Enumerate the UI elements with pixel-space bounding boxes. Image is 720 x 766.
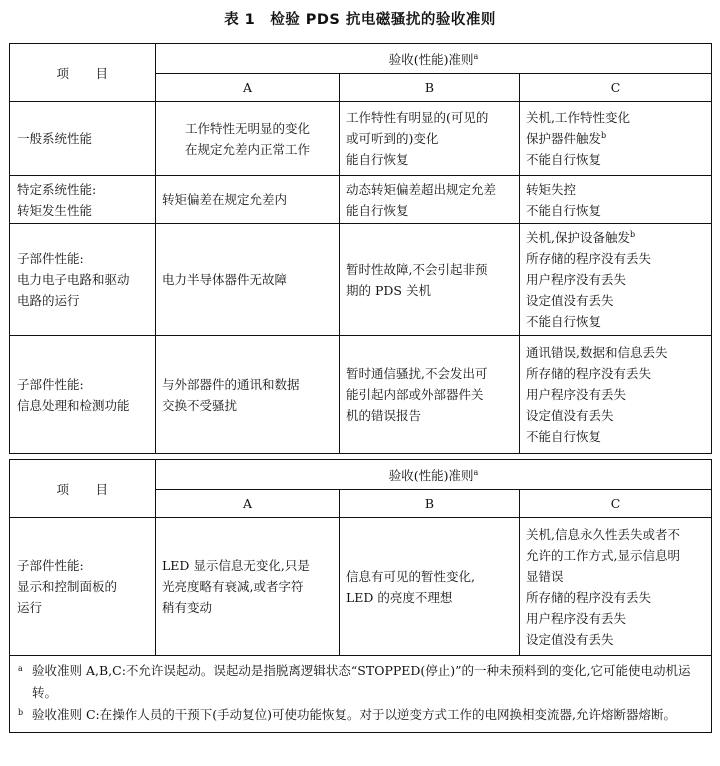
table-row: [10, 224, 712, 336]
criterion-a-cell: LED 显示信息无变化,只是 光亮度略有衰减,或者字符 稍有变动: [156, 518, 340, 656]
table-row: [10, 176, 712, 224]
footnote-b: b 验收准则 C:在操作人员的干预下(手动复位)可使功能恢复。对于以逆变方式工作的电网换相变流器,允许熔断器熔断。: [18, 707, 676, 722]
item-header: 项 目: [10, 44, 156, 102]
criterion-b-cell: 工作特性有明显的(可见的 或可听到的)变化 能自行恢复: [340, 102, 520, 176]
criterion-c-cell: 通讯错误,数据和信息丢失 所存储的程序没有丢失 用户程序没有丢失 设定值没有丢失 不能自行恢复: [520, 336, 712, 454]
column-b-header: B: [340, 74, 520, 102]
column-a-header: A: [156, 490, 340, 518]
criterion-a-cell: 电力半导体器件无故障: [156, 224, 340, 336]
column-a-header: A: [156, 74, 340, 102]
row-label: 一般系统性能: [10, 102, 156, 176]
criterion-c-cell: 转矩失控 不能自行恢复: [520, 176, 712, 224]
footnote-a: a 验收准则 A,B,C:不允许误起动。误起动是指脱离逻辑状态“STOPPED(停止)”的一种未预料到的变化,它可能使电动机运转。: [18, 663, 691, 700]
table-row: [10, 336, 712, 454]
acceptance-criteria-table: [9, 43, 712, 454]
criterion-b-cell: 暂时性故障,不会引起非预 期的 PDS 关机: [340, 224, 520, 336]
row-label: 子部件性能: 信息处理和检测功能: [10, 336, 156, 454]
column-c-header: C: [520, 74, 712, 102]
table-notes: [10, 656, 712, 733]
criterion-a-cell: 转矩偏差在规定允差内: [156, 176, 340, 224]
criteria-header: 验收(性能)准则$^a$: [156, 44, 712, 74]
table-row: [10, 518, 712, 656]
criterion-a-cell: 与外部器件的通讯和数据 交换不受骚扰: [156, 336, 340, 454]
criterion-c-cell: 关机,保护设备触发$^b$ 所存储的程序没有丢失 用户程序没有丢失 设定值没有丢失 不能自行恢复: [520, 224, 712, 336]
criterion-b-cell: 动态转矩偏差超出规定允差 能自行恢复: [340, 176, 520, 224]
table-title: 表 1 检验 PDS 抗电磁骚扰的验收准则: [224, 12, 496, 28]
table-row: [10, 102, 712, 176]
criterion-b-cell: 信息有可见的暂性变化, LED 的亮度不理想: [340, 518, 520, 656]
notes-cell: [10, 656, 712, 733]
row-label: 特定系统性能: 转矩发生性能: [10, 176, 156, 224]
acceptance-criteria-table-continued: [9, 459, 712, 733]
row-label: 子部件性能: 显示和控制面板的 运行: [10, 518, 156, 656]
criteria-header: 验收(性能)准则$^a$: [156, 460, 712, 490]
criterion-a-cell: 工作特性无明显的变化 在规定允差内正常工作: [156, 102, 340, 176]
criterion-c-cell: 关机,信息永久性丢失或者不 允许的工作方式,显示信息明 显错误 所存储的程序没有丢失 用户程序没有丢失 设定值没有丢失: [520, 518, 712, 656]
row-label: 子部件性能: 电力电子电路和驱动 电路的运行: [10, 224, 156, 336]
column-c-header: C: [520, 490, 712, 518]
criterion-c-cell: 关机,工作特性变化 保护器件触发$^b$ 不能自行恢复: [520, 102, 712, 176]
criterion-b-cell: 暂时通信骚扰,不会发出可 能引起内部或外部器件关 机的错误报告: [340, 336, 520, 454]
item-header: 项 目: [10, 460, 156, 518]
column-b-header: B: [340, 490, 520, 518]
